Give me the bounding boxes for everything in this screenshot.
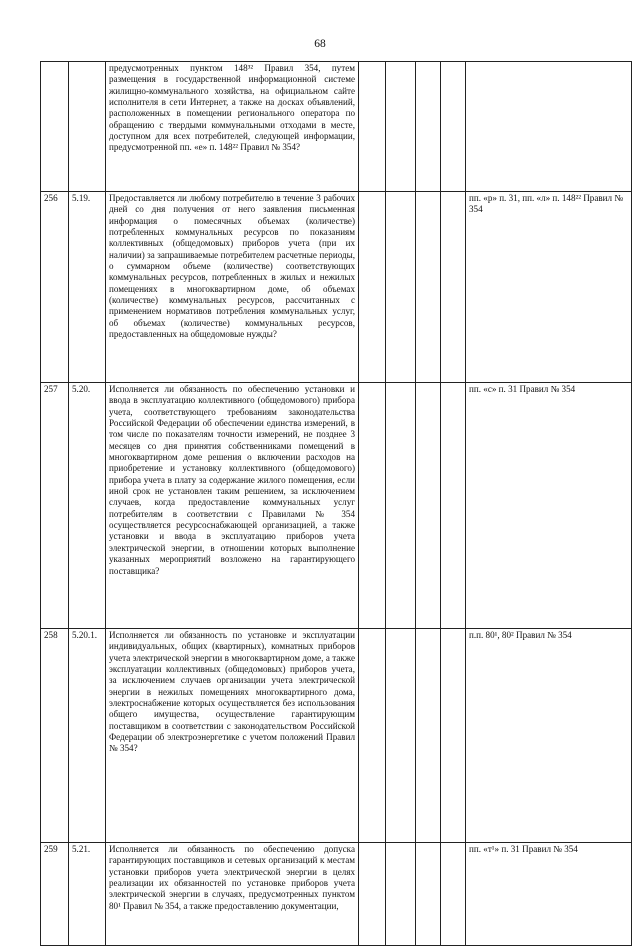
legal-reference-cell: пп. «с» п. 31 Правил № 354 — [466, 383, 632, 629]
answer-no-cell — [386, 383, 416, 629]
item-number-cell — [69, 62, 106, 192]
table-row — [41, 629, 632, 843]
answer-yes-cell — [359, 383, 386, 629]
item-number-cell: 5.20. — [69, 383, 106, 629]
answer-no-cell — [386, 843, 416, 946]
answer-extra-cell — [441, 383, 466, 629]
answer-no-cell — [386, 629, 416, 843]
item-number-cell: 5.21. — [69, 843, 106, 946]
row-number-cell: 256 — [41, 192, 69, 383]
row-number-cell: 257 — [41, 383, 69, 629]
legal-reference-cell — [466, 62, 632, 192]
requirement-text-cell: Исполняется ли обязанность по обеспечению допуска гарантирующих поставщиков и сетевых организаций к местам установки приборов учета электрической энергии в целях реализации их обязанностей по установке приборов учета электрической энергии в случаях, предусмотренных пунктом 80¹ Правил № 354, а также предоставлению документации, — [106, 843, 359, 946]
requirement-text-cell: Предоставляется ли любому потребителю в течение 3 рабочих дней со дня получения от него заявления письменная информация о помесячных объемах (количестве) потребленных коммунальных ресурсов по показаниям коллективных (общедомовых) приборов учета (при их наличии) за запрашиваемые потребителем расчетные периоды, о суммарном объеме (количестве) соответствующих коммунальных ресурсов, потребленных в жилых и нежилых помещениях в многоквартирном доме, об объемах (количестве) коммунальных ресурсов, рассчитанных с применением нормативов потребления коммунальных услуг, об объемах (количестве) коммунальных ресурсов, предоставленных на общедомовые нужды? — [106, 192, 359, 383]
answer-na-cell — [416, 192, 441, 383]
answer-extra-cell — [441, 629, 466, 843]
item-number-cell: 5.20.1. — [69, 629, 106, 843]
legal-reference-cell: п.п. 80¹, 80² Правил № 354 — [466, 629, 632, 843]
answer-extra-cell — [441, 62, 466, 192]
row-number-cell: 258 — [41, 629, 69, 843]
row-number-cell: 259 — [41, 843, 69, 946]
answer-na-cell — [416, 383, 441, 629]
answer-yes-cell — [359, 62, 386, 192]
answer-yes-cell — [359, 629, 386, 843]
item-number-cell: 5.19. — [69, 192, 106, 383]
answer-na-cell — [416, 629, 441, 843]
row-number-cell — [41, 62, 69, 192]
requirement-text-cell: Исполняется ли обязанность по установке и эксплуатации индивидуальных, общих (квартирных), комнатных приборов учета электрической энергии в многоквартирном доме, а также эксплуатации коллективных (общедомовых) приборов учета, за исключением случаев организации учета электрической энергии в нежилых помещениях многоквартирного дома, электроснабжение которых осуществляется без использования общего имущества, осуществление гарантирующим поставщиком в соответствии с законодательством Российской Федерации об электроэнергетике с учетом положений Правил № 354? — [106, 629, 359, 843]
legal-reference-cell: пп. «р» п. 31, пп. «л» п. 148²² Правил № 354 — [466, 192, 632, 383]
answer-no-cell — [386, 192, 416, 383]
answer-extra-cell — [441, 192, 466, 383]
page-number: 68 — [314, 38, 326, 50]
requirement-text-cell: предусмотренных пунктом 148³² Правил 354, путем размещения в государственной информационной системе жилищно-коммунального хозяйства, на официальном сайте исполнителя в сети Интернет, а также на досках объявлений, расположенных в помещении регионального оператора по обращению с твердыми коммунальными отходами в месте, доступном для всех потребителей, следующей информации, предусмотренной пп. «е» п. 148²² Правил № 354? — [106, 62, 359, 192]
table-row — [41, 383, 632, 629]
requirement-text-cell: Исполняется ли обязанность по обеспечению установки и ввода в эксплуатацию коллективного (общедомового) прибора учета, соответствующего требованиям законодательства Российской Федерации об обеспечении единства измерений, в том числе по показателям точности измерений, не позднее 3 месяцев со дня принятия собственниками помещений в многоквартирном доме решения о включении расходов на приобретение и установку коллективного (общедомового) прибора учета в плату за содержание жилого помещения, если иной срок не установлен таким решением, за исключением случаев, когда предоставление коммунальных услуг потребителям в соответствии с Правилами № 354 осуществляется ресурсоснабжающей организацией, а также установки и ввода в эксплуатацию приборов учета электрической энергии, в отношении которых выполнение указанных мероприятий возложено на гарантирующего поставщика? — [106, 383, 359, 629]
checklist-table — [40, 61, 632, 946]
answer-no-cell — [386, 62, 416, 192]
table-row — [41, 843, 632, 946]
answer-extra-cell — [441, 843, 466, 946]
table-row — [41, 192, 632, 383]
answer-na-cell — [416, 843, 441, 946]
legal-reference-cell: пп. «т¹» п. 31 Правил № 354 — [466, 843, 632, 946]
answer-yes-cell — [359, 843, 386, 946]
answer-yes-cell — [359, 192, 386, 383]
answer-na-cell — [416, 62, 441, 192]
table-row — [41, 62, 632, 192]
